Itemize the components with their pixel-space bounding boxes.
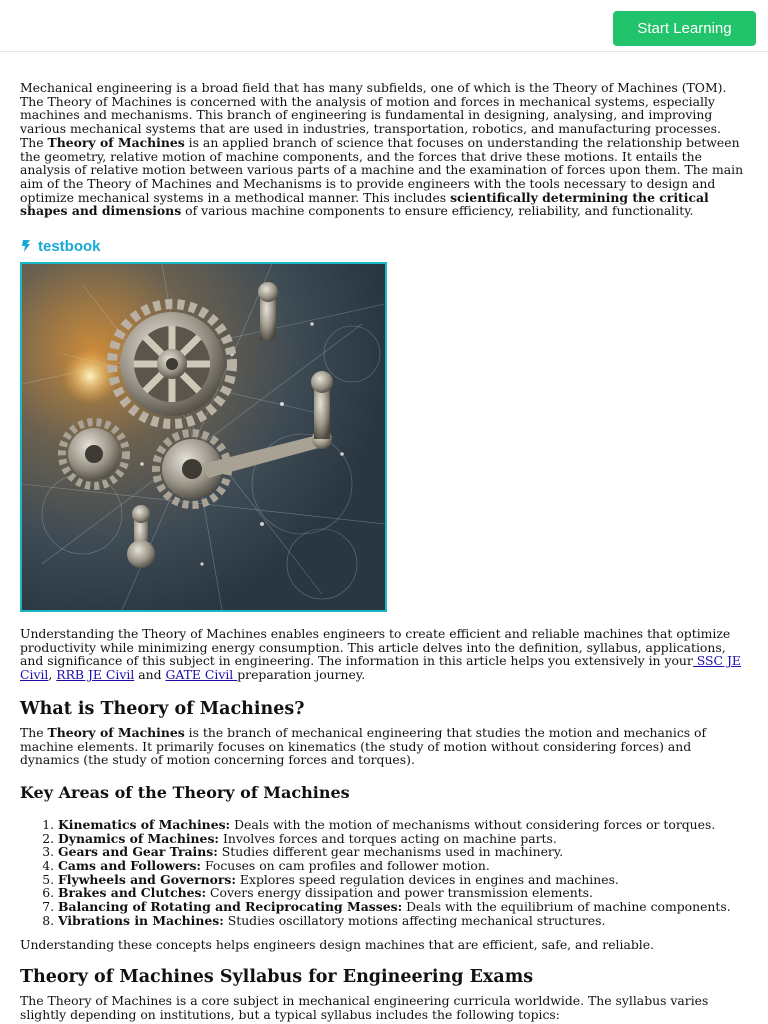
list-item: 7. Balancing of Rotating and Reciprocating Masses: Deals with the equilibrium of machine components. <box>58 900 748 914</box>
list-item: 4. Cams and Followers: Focuses on cam profiles and follower motion. <box>58 859 748 873</box>
list-item: 3. Gears and Gear Trains: Studies different gear mechanisms used in machinery. <box>58 845 748 859</box>
heading-key-areas: Key Areas of the Theory of Machines <box>20 782 350 802</box>
testbook-wordmark: testbook <box>38 237 101 255</box>
testbook-logo <box>20 237 748 255</box>
rrb-je-civil-link[interactable]: RRB JE Civil <box>56 667 135 683</box>
top-bar <box>0 0 768 52</box>
heading-syllabus: Theory of Machines Syllabus for Engineering Exams <box>20 967 534 988</box>
intro-paragraph: Mechanical engineering is a broad field that has many subfields, one of which is the Theory of Machines (TOM). The Theory of Machines is concerned with the analysis of motion and forces in mechanical systems, especially machines and mechanisms. This branch of engineering is fundamental in designing, analysing, and improving various mechanical systems that are used in industries, transportation, robotics, and manufacturing processes. The Theory of Machines is an applied branch of science that focuses on understanding the relationship between the geometry, relative motion of machine components, and the forces that drive these motions. It entails the analysis of relative motion between various parts of a machine and the examination of forces upon them. The main aim of the Theory of Machines and Mechanisms is to provide engineers with the tools necessary to design and optimize mechanical systems in a methodical manner. This includes scientifically determining the critical shapes and dimensions of various machine components to ensure efficiency, reliability, and functionality. <box>20 80 744 219</box>
ssc-je-civil-link[interactable]: SSC JE Civil <box>20 653 741 683</box>
key-areas-list <box>20 818 748 928</box>
heading-what-is-tom: What is Theory of Machines? <box>20 698 305 719</box>
syllabus-paragraph: The Theory of Machines is a core subject in mechanical engineering curricula worldwide. The syllabus varies slightly depending on institutions, but a typical syllabus includes the following topics: <box>20 993 709 1022</box>
understanding-paragraph: Understanding the Theory of Machines enables engineers to create efficient and reliable machines that optimize productivity while minimizing energy consumption. This article delves into the definition, syllabus, applications, and significance of this subject in engineering. The information in this article helps you extensively in your SSC JE Civil, RRB JE Civil and GATE Civil preparation journey. <box>20 626 741 683</box>
gears-illustration <box>20 262 387 612</box>
list-item: 6. Brakes and Clutches: Covers energy dissipation and power transmission elements. <box>58 886 748 900</box>
testbook-mark-icon <box>20 239 34 253</box>
start-learning-button[interactable]: Start Learning <box>613 11 756 46</box>
list-item: 5. Flywheels and Governors: Explores speed regulation devices in engines and machines. <box>58 873 748 887</box>
list-item: 8. Vibrations in Machines: Studies oscillatory motions affecting mechanical structures. <box>58 914 748 928</box>
list-item: 1. Kinematics of Machines: Deals with the motion of mechanisms without considering forces or torques. <box>58 818 748 832</box>
definition-paragraph: The Theory of Machines is the branch of mechanical engineering that studies the motion and mechanics of machine elements. It primarily focuses on kinematics (the study of motion without considering forces) and dynamics (the study of motion concerning forces and torques). <box>20 724 707 768</box>
key-areas-outro: Understanding these concepts helps engineers design machines that are efficient, safe, and reliable. <box>20 936 655 952</box>
list-item: 2. Dynamics of Machines: Involves forces and torques acting on machine parts. <box>58 832 748 846</box>
gate-civil-link[interactable]: GATE Civil <box>165 667 238 683</box>
article-content <box>20 81 748 1024</box>
